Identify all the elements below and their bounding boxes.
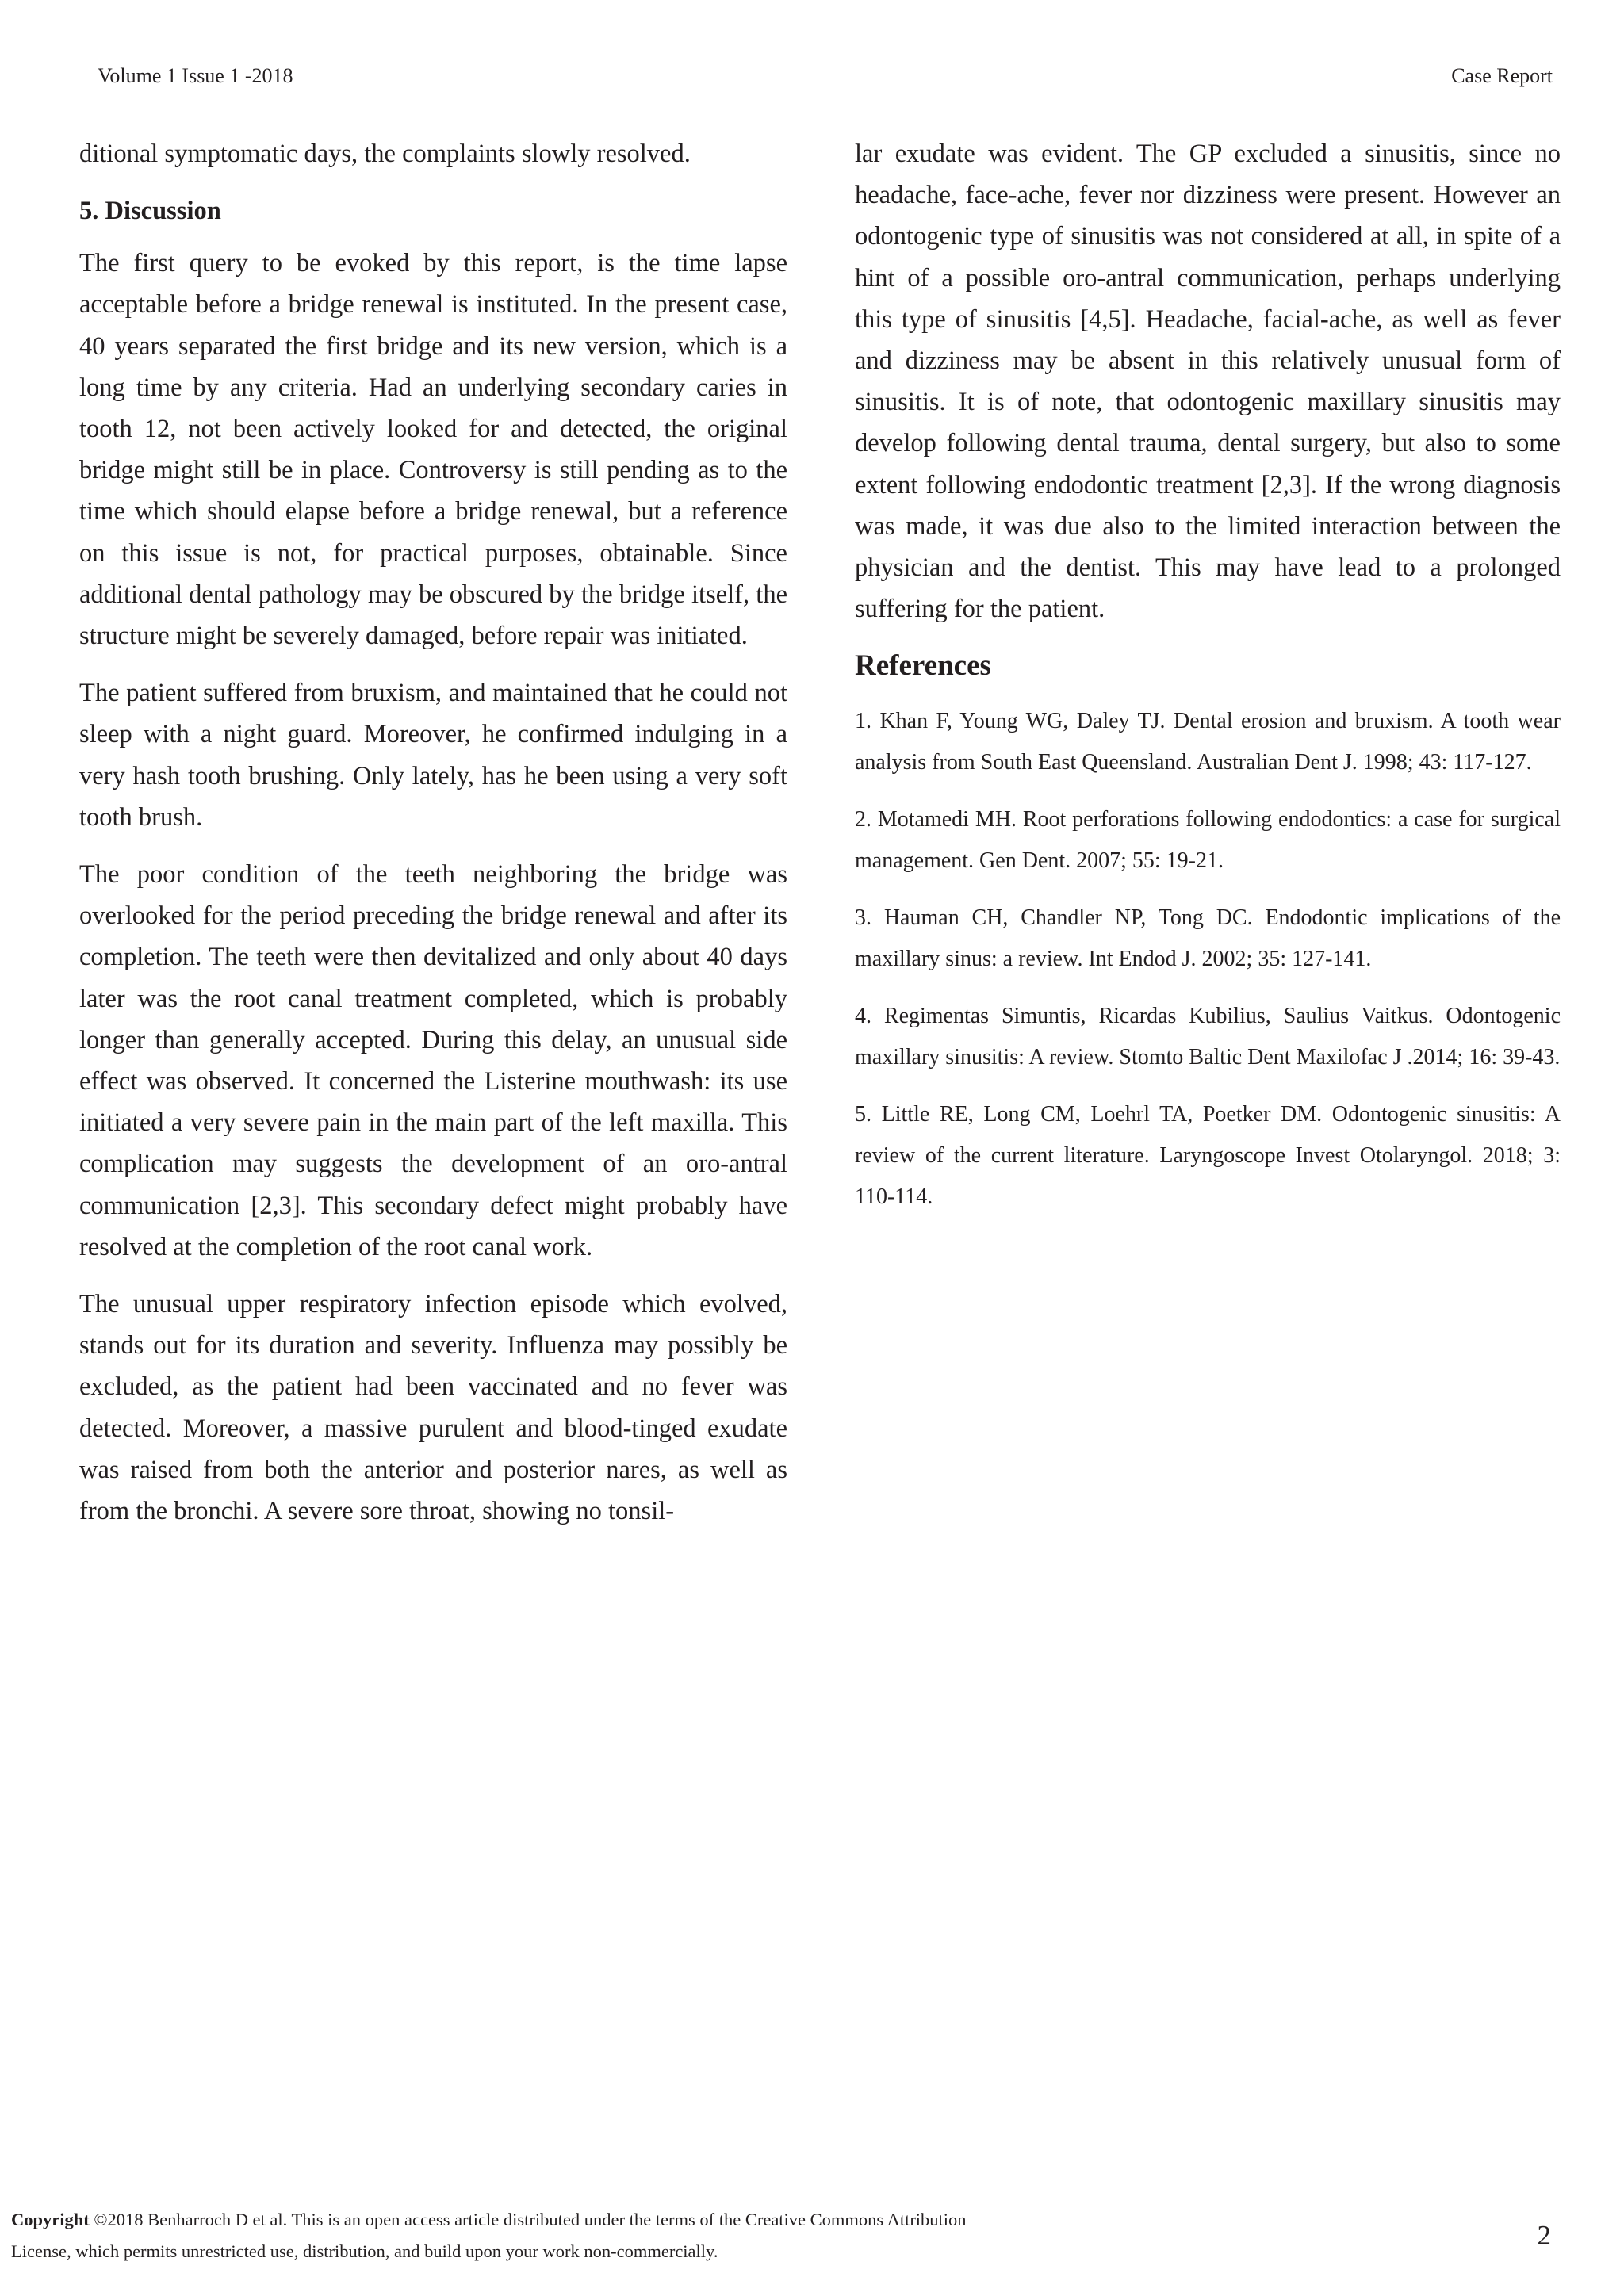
left-column: [79, 133, 787, 1548]
section-heading-references: References: [855, 649, 991, 683]
paragraph: The patient suffered from bruxism, and maintained that he could not sleep with a night guard. Moreover, he confirmed indulging in a very hash tooth brushing. Only lately, has he been using a very soft tooth brush.: [79, 679, 787, 832]
reference-item: 3. Hauman CH, Chandler NP, Tong DC. Endodontic implications of the maxillary sinus: a review. Int Endod J. 2002; 35: 127-141.: [855, 905, 1561, 972]
copyright-label: Copyright: [11, 2210, 90, 2229]
reference-item: 5. Little RE, Long CM, Loehrl TA, Poetker DM. Odontogenic sinusitis: A review of the current literature. Laryngoscope Invest Otolaryngol. 2018; 3: 110-114.: [855, 1102, 1561, 1210]
copyright-notice: [11, 2204, 1121, 2267]
page-number: 2: [1537, 2220, 1551, 2251]
reference-item: 4. Regimentas Simuntis, Ricardas Kubilius, Saulius Vaitkus. Odontogenic maxillary sinusitis: A review. Stomto Baltic Dent Maxilofac J .2014; 16: 39-43.: [855, 1004, 1561, 1070]
journal-volume-issue: Volume 1 Issue 1 -2018: [98, 64, 293, 87]
reference-item: 1. Khan F, Young WG, Daley TJ. Dental erosion and bruxism. A tooth wear analysis from South East Queensland. Australian Dent J. 1998; 43: 117-127.: [855, 709, 1561, 775]
copyright-line-1: [11, 2204, 1121, 2236]
copyright-line-2: License, which permits unrestricted use, distribution, and build upon your work non-commercially.: [11, 2241, 718, 2261]
article-type: Case Report: [1451, 64, 1553, 87]
paragraph: The first query to be evoked by this report, is the time lapse acceptable before a bridge renewal is instituted. In the present case, 40 years separated the first bridge and its new version, which is a long time by any criteria. Had an underlying secondary caries in tooth 12, not been actively looked for and detected, the original bridge might still be in place. Controversy is still pending as to the time which should elapse before a bridge renewal, but a reference on this issue is not, for practical purposes, obtainable. Since additional dental pathology may be obscured by the bridge itself, the structure might be severely damaged, before repair was initiated.: [79, 249, 787, 651]
paragraph-continuation: ditional symptomatic days, the complaints slowly resolved.: [79, 140, 691, 168]
paragraph: The poor condition of the teeth neighboring the bridge was overlooked for the period preceding the bridge renewal and after its completion. The teeth were then devitalized and only about 40 days later was the root canal treatment completed, which is probably longer than generally accepted. During this delay, an unusual side effect was observed. It concerned the Listerine mouthwash: its use initiated a very severe pain in the main part of the left maxilla. This complication may suggests the development of an oro-antral communication [2,3]. This secondary defect might probably have resolved at the completion of the root canal work.: [79, 860, 787, 1261]
reference-item: 2. Motamedi MH. Root perforations following endodontics: a case for surgical management. Gen Dent. 2007; 55: 19-21.: [855, 807, 1561, 874]
section-heading-discussion: 5. Discussion: [79, 197, 221, 226]
right-column: [855, 133, 1561, 1234]
paragraph: The unusual upper respiratory infection episode which evolved, stands out for its duration and severity. Influenza may possibly be excluded, as the patient had been vaccinated and no fever was detected. Moreover, a massive purulent and blood-tinged exudate was raised from both the anterior and posterior nares, as well as from the bronchi. A severe sore throat, showing no tonsil-: [79, 1290, 787, 1526]
paragraph-continuation: lar exudate was evident. The GP excluded a sinusitis, since no headache, face-ache, fever nor dizziness were present. However an odontogenic type of sinusitis was not considered at all, in spite of a hint of a possible oro-antral communication, perhaps underlying this type of sinusitis [4,5]. Headache, facial-ache, as well as fever and dizziness may be absent in this relatively unusual form of sinusitis. It is of note, that odontogenic maxillary sinusitis may develop following dental trauma, dental surgery, but also to some extent following endodontic treatment [2,3]. If the wrong diagnosis was made, it was due also to the limited interaction between the physician and the dentist. This may have lead to a prolonged suffering for the patient.: [855, 140, 1561, 624]
copyright-text: ©2018 Benharroch D et al. This is an open access article distributed under the terms of the Creative Commons Attribution: [94, 2210, 967, 2229]
